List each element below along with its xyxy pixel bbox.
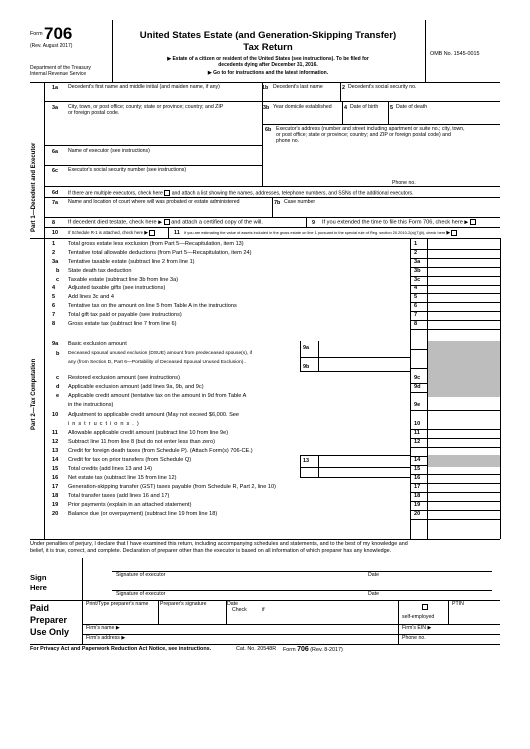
form-title-2: Tax Return [243,42,293,53]
tax-line-text: Restored exclusion amount (see instructions) [68,375,180,381]
ptin-input[interactable] [452,609,498,622]
tax-line-text: Net estate tax (subtract line 15 from line 12) [68,475,177,481]
tax-line-ref: 19 [414,502,421,508]
firm-address-input[interactable] [130,635,394,643]
tax-line-ref: 3c [414,277,421,283]
tax-line-ref: 10 [414,421,421,427]
tax-line-number: 12 [52,439,59,445]
tax-line-ref: 6 [414,303,418,309]
line6d-text: If there are multiple executors, check here and attach a list showing the names, addresses, telephone numbers, and SSNs of the additional executors. [68,190,414,197]
tax-line-text: Allowable applicable credit amount (subtract line 10 from line 9e) [68,430,229,436]
tax-line-text: Tentative total allowable deductions (from Part 5—Recapitulation, item 24) [68,250,252,256]
tax-line-amount[interactable] [430,321,498,328]
firm-ein-input[interactable] [436,625,498,633]
tax-line-text: Applicable credit amount (tentative tax on the amount in 9d from Table A [68,393,247,399]
tax-line-number: 6 [52,303,56,309]
tax-line-number: 5 [52,294,56,300]
tax-line-ref: 17 [414,484,421,490]
instruction-2: decedents dying after December 31, 2016. [218,62,318,68]
tax-line-amount[interactable] [430,241,498,248]
tax-line-number: b [56,268,60,274]
tax-line-ref: 12 [414,439,421,445]
tax-line-number: 10 [52,412,59,418]
tax-line-text: Basic exclusion amount [68,341,127,347]
shaded-area-13 [428,455,500,467]
tax-line-amount[interactable] [430,502,498,509]
court-location-input[interactable] [68,206,268,215]
decedent-first-name-input[interactable] [68,92,258,100]
instruction-3: ▶ Go to for instructions and the latest information. [207,70,329,76]
tax-line-text: Gross estate tax (subtract line 7 from line 6) [68,321,177,327]
tax-line-ref: 20 [414,511,421,517]
estimating-value-checkbox[interactable] [451,230,457,236]
tax-line-ref: 8 [414,321,418,327]
tax-line-number: 4 [52,285,56,291]
tax-line-ref: 11 [414,430,420,436]
tax-line-amount[interactable] [430,430,498,437]
tax-line-amount[interactable] [430,303,498,310]
tax-line-number: 9a [52,341,59,347]
tax-line-number: b [56,351,60,357]
tax-line-number: 7 [52,312,56,318]
tax-line-amount[interactable] [430,420,498,427]
tax-line-ref: 18 [414,493,421,499]
firm-name-input[interactable] [128,625,394,633]
executor-name-input[interactable] [68,156,258,164]
tax-line-ref: 4 [414,285,418,291]
tax-line-number: c [56,277,60,283]
decedent-ssn-input[interactable] [344,92,498,100]
preparer-name-input[interactable] [86,610,156,622]
tax-line-text: State death tax deduction [68,268,132,274]
line13-amount[interactable] [320,457,408,466]
tax-line-ref: 9c [414,375,421,381]
schedule-r1-checkbox[interactable] [149,230,155,236]
form-number: 706 [44,24,73,43]
tax-line-text: Applicable exclusion amount (add lines 9a, 9b, and 9c) [68,384,204,390]
tax-line-text-continued: in the instructions) [68,402,114,408]
tax-line-amount[interactable] [430,294,498,301]
executor-ssn-input[interactable] [68,175,258,183]
tax-line-number: 19 [52,502,59,508]
form-revision: (Rev. August 2017) [30,43,73,49]
tax-line-number: 11 [52,430,58,436]
tax-line-ref: 14 [414,457,421,463]
tax-line-number: 17 [52,484,59,490]
tax-line-amount[interactable] [430,466,498,473]
tax-line-text: Generation-skipping transfer (GST) taxes payable (from Schedule R, Part 2, line 10) [68,484,276,490]
tax-line-text: Adjustment to applicable credit amount (May not exceed $6,000. See [68,412,240,418]
tax-line-number: 3a [52,259,59,265]
tax-line-ref: 5 [414,294,418,300]
tax-line-text: Credit for foreign death taxes (from Schedule P). (Attach Form(s) 706-CE.) [68,448,253,454]
tax-line-number: 14 [52,457,59,463]
tax-line-text: Adjusted taxable gifts (see instructions) [68,285,166,291]
tax-line-text-continued: instructions.) [68,421,142,427]
tax-line-amount[interactable] [430,511,498,518]
firm-phone-input[interactable] [430,635,498,643]
line14-amount[interactable] [320,468,408,476]
line9a-amount[interactable] [320,343,408,355]
tax-line-text: Total gift tax paid or payable (see instructions) [68,312,182,318]
form-title-1: United States Estate (and Generation-Skipping Transfer) [139,30,397,41]
tax-line-number: d [56,384,60,390]
perjury-line-1: Under penalties of perjury, I declare that I have examined this return, including accompanying schedules and statements, and to the best of my knowledge and [30,541,408,547]
department: Department of the Treasury [30,65,91,71]
tax-line-text-continued: any (from Section D, Part 6—Portability of Deceased Spousal Unused Exclusion).. [68,360,247,365]
tax-line-ref: 2 [414,250,418,256]
extension-checkbox[interactable] [470,219,476,225]
tax-line-number: 16 [52,475,59,481]
tax-line-text: Subtract line 11 from line 8 (but do not enter less than zero) [68,439,215,445]
tax-line-text: Taxable estate (subtract line 3b from line 3a) [68,277,179,283]
instruction-1: ▶ Estate of a citizen or resident of the United States (see instructions). To be filed for [167,56,369,62]
tax-line-ref: 15 [414,466,421,472]
perjury-line-2: belief, it is true, correct, and complete. Declaration of preparer other than the executor is based on all information of which preparer has any knowledge. [30,548,392,554]
tax-line-amount[interactable] [430,259,498,266]
tax-line-text: Prior payments (explain in an attached statement) [68,502,192,508]
part1-label: Part 1—Decedent and Executor [31,142,37,232]
tax-line-number: 15 [52,466,59,472]
shaded-area-9 [428,341,500,397]
tax-line-ref: 1 [414,241,418,247]
tax-line-amount[interactable] [430,401,498,408]
tax-line-number: 18 [52,493,59,499]
tax-line-text: Add lines 3c and 4 [68,294,115,300]
tax-line-number: e [56,393,60,399]
tax-line-amount[interactable] [430,268,498,275]
tax-line-text: Tentative tax on the amount on line 5 from Table A in the instructions [68,303,237,309]
tax-line-amount[interactable] [430,250,498,257]
tax-line-amount[interactable] [430,475,498,482]
tax-line-ref: 9d [414,384,421,390]
self-employed-checkbox[interactable] [422,604,428,610]
tax-line-number: c [56,375,60,381]
tax-line-number: 8 [52,321,56,327]
tax-line-text: Total gross estate less exclusion (from Part 5—Recapitulation, item 13) [68,241,244,247]
case-number-input[interactable] [276,206,498,215]
tax-line-amount[interactable] [430,312,498,319]
tax-line-amount[interactable] [430,285,498,292]
executor-signature-1[interactable] [112,561,362,570]
form-706-page: Form 706 (Rev. August 2017) Department of the Treasury Internal Revenue Service United States Estate (and Generation-Skipping Transfer) Tax Return ▶ Estate of a citizen or resident of the United States (see instructions). To be filed for decedents dying after December 31, 2016. ▶ Go to for instructions and the latest information. OMB No. 1545-0015 Part 1—Decedent and Executor 1a Decedent's first name and middle initial (and maiden name, if any) 1b Decedent's last name 2 Decedent's social security no. 3a City, town, or post office; county; state or province; country; and ZIP or foreign postal code. 3b Year domicile established 4 Date of birth 5 Date of death 6b Executor's address (number and street including apartment or suite no.; city, town, or post office; state or province; country; and ZIP or foreign postal code) and phone no. 6a Name of executor (see instructions) 6c Executor's social security number (see instructions) Phone no. 6d If there are multiple executors, check here and attach a list showing the names, addresses, telephone numbers, and SSNs of the additional executors. 7a Name and location of court where will was probated or estate administered 7b Case number 8 If decedent died testate, check here ▶ and attach a certified copy of the will. 9 If you extended the time to file this Form 706, check here ▶ 10 If Schedule R-1 is attached, check here ▶ 11 If you are estimating the value of assets included in the gross estate on line 1 pursuant to the special rule of Reg. section 20.2010-2(a)(7)(ii), check here ▶ Part 2—Tax Computation 1 Total gross estate less exclusion (from Part 5—Recapitulation, item 13) 1 2 Tentative total allowable deductions (from Part 5—Recapitulation, item 24) 2 3a Tentative taxable estate (subtract line 2 from line 1) 3a b State death tax deduction 3b c Taxable estate (subtract line 3b from line 3a) 3c 4 Adjusted taxable gifts (see instructions) 4 5 Add lines 3c and 4 5 6 Tentative tax on the amount on line 5 from Table A in the instructions 6 7 Total gift tax paid or payable (see instructions) 7 8 Gross estate tax (subtract line 7 from line 6) 8 9a Basic exclusion amount b Deceased spousal unused exclusion (DSUE) amount from predeceased spouse(s), if any (from Section D, Part 6—Portability of Deceased Spousal Unused Exclusion).. c Restored exclusion amount (see instructions) 9c d Applicable exclusion amount (add lines 9a, 9b, and 9c) 9d e Applicable credit amount (tentative tax on the amount in 9d from Table A in the instructions) 9e 10 Adjustment to applicable credit amount (May not exceed $6,000. See instructions.) 10 11 Allowable applicable credit amount (subtract line 10 from line 9e) 11 12 Subtract line 11 from line 8 (but do not enter less than zero) 12 13 Credit for foreign death taxes (from Schedule P). (Attach Form(s) 706-CE.) 14 Credit for tax on prior transfers (from Schedule Q) 14 15 Total credits (add lines 13 and 14) 15 16 Net estate tax (subtract line 15 from line 12) 16 17 Generation-skipping transfer (GST) taxes payable (from Schedule R, Part 2, line 10) 17 18 Total transfer taxes (add lines 16 and 17) 18 19 Prior payments (explain in an attached statement) 19 20 Balance due (or overpayment) (subtract line 19 from line 18) 20 9a 9b 13 Under penalties of perjury, I declare that I have examined this return, including accompanying schedules and statements, and to the best of my knowledge and belief, it is true, correct, and complete. Declaration of preparer other than the executor is based on all information of which preparer has any knowledge. Sign Here Signature of executor Date Signature of executor Date Paid Preparer Use Only Print/Type preparer's name Preparer's signature Date Check if self-employed PTIN Firm's name ▶ Firm's EIN ▶ Firm's address ▶ Phone no. For Privacy Act and Paperwork Reduction Act Notice, see instructions. Cat. No. 20548R Form 706 (Rev. 8-2017) [0,0,530,749]
tax-line-text: Total transfer taxes (add lines 16 and 17) [68,493,170,499]
omb-number: OMB No. 1545-0015 [430,51,480,57]
tax-line-ref: 3b [414,268,421,274]
line9b-amount[interactable] [320,359,408,370]
tax-line-text: Balance due (or overpayment) (subtract line 19 from line 18) [68,511,218,517]
tax-line-number: 1 [52,241,56,247]
tax-line-text: Credit for tax on prior transfers (from Schedule Q) [68,457,192,463]
executor-signature-2[interactable] [112,580,362,589]
tax-line-ref: 16 [414,475,421,481]
executor-date-1[interactable] [366,561,492,570]
tax-line-amount[interactable] [430,439,498,446]
tax-line-text: Deceased spousal unused exclusion (DSUE) amount from predeceased spouse(s), if [68,351,253,356]
part2-label: Part 2—Tax Computation [31,358,37,430]
tax-line-text: Total credits (add lines 13 and 14) [68,466,152,472]
domicile-input[interactable] [68,116,258,123]
tax-line-text: Tentative taxable estate (subtract line 2 from line 1) [68,259,195,265]
privacy-notice: For Privacy Act and Paperwork Reduction Act Notice, see instructions. [30,646,212,652]
preparer-signature-input[interactable] [160,610,224,622]
tax-line-amount[interactable] [430,484,498,491]
tax-line-ref: 3a [414,259,421,265]
irs-label: Internal Revenue Service [30,71,87,77]
executor-date-2[interactable] [366,580,492,589]
form-word: Form [30,31,43,37]
tax-line-amount[interactable] [430,277,498,284]
cat-number: Cat. No. 20548R [236,646,277,652]
executor-address-input[interactable] [266,146,498,180]
tax-line-number: 2 [52,250,56,256]
testate-checkbox[interactable] [164,219,170,225]
multiple-executors-checkbox[interactable] [164,190,170,196]
decedent-last-name-input[interactable] [266,92,338,100]
tax-line-ref: 9e [414,402,421,408]
tax-line-number: 13 [52,448,59,454]
tax-line-ref: 7 [414,312,418,318]
tax-line-number: 20 [52,511,59,517]
tax-line-amount[interactable] [430,493,498,500]
